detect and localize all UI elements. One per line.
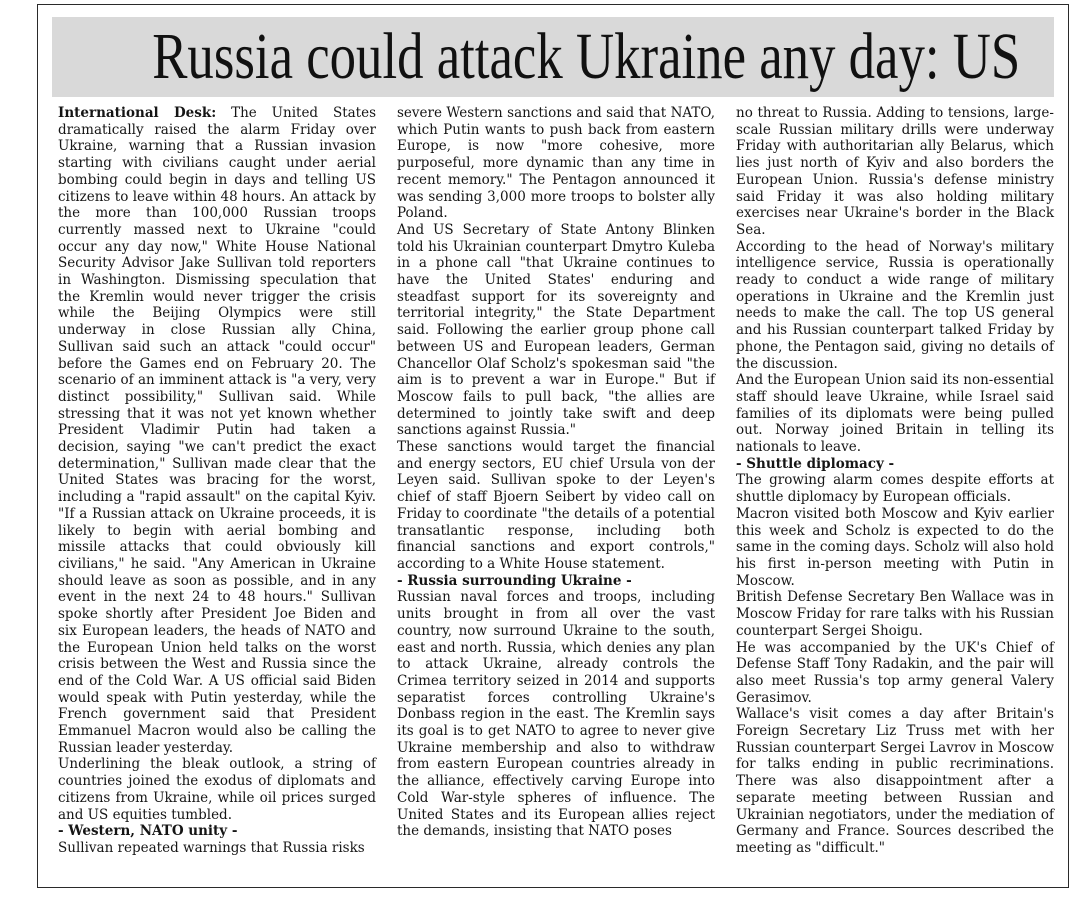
headline-band [52, 17, 1054, 97]
paragraph: Wallace's visit comes a day after Britain's Foreign Secretary Liz Truss met with her Russian counterpart Sergei Lavrov in Moscow for talks ending in public recriminations. There was also disappointment after a separate meeting between Russian and Ukrainian negotiators, under the mediation of Germany and France. Sources described the meeting as "difficult." [736, 706, 1054, 856]
subhead-shuttle-diplomacy: - Shuttle diplomacy - [736, 455, 895, 472]
paragraph: Macron visited both Moscow and Kyiv earlier this week and Scholz is expected to do the same in the coming days. Scholz will also hold his first in-person meeting with Putin in Moscow. [736, 505, 1054, 589]
paragraph: no threat to Russia. Adding to tensions, large-scale Russian military drills were underway Friday with authoritarian ally Belarus, which lies just north of Kyiv and also borders the European Union. Russia's defense ministry said Friday it was also holding military exercises near Ukraine's border in the Black Sea. [736, 105, 1054, 238]
headline: Russia could attack Ukraine any day: US [152, 20, 1021, 93]
paragraph [58, 105, 376, 756]
paragraph: He was accompanied by the UK's Chief of Defense Staff Tony Radakin, and the pair will also meet Russia's top army general Valery Gerasimov. [736, 639, 1054, 706]
paragraph: And US Secretary of State Antony Blinken told his Ukrainian counterpart Dmytro Kuleba in a phone call "that Ukraine continues to have the United States' enduring and steadfast support for its sovereignty and territorial integrity," the State Department said. Following the earlier group phone call between US and European leaders, German Chancellor Olaf Scholz's spokesman said "the aim is to prevent a war in Europe." But if Moscow fails to pull back, "the allies are determined to jointly take swift and deep sanctions against Russia." [397, 221, 715, 439]
article-column-2 [397, 105, 715, 840]
paragraph: British Defense Secretary Ben Wallace was in Moscow Friday for rare talks with his Russian counterpart Sergei Shoigu. [736, 589, 1054, 639]
subhead-russia-surrounding-ukraine: - Russia surrounding Ukraine - [397, 572, 632, 589]
subhead-western-nato-unity: - Western, NATO unity - [58, 823, 238, 840]
paragraph: These sanctions would target the financial and energy sectors, EU chief Ursula von der Leyen said. Sullivan spoke to der Leyen's chief of staff Bjoern Seibert by video call on Friday to coordinate "the details of a potential transatlantic response, including both financial sanctions and export controls," according to a White House statement. [397, 439, 715, 572]
paragraph: Underlining the bleak outlook, a string of countries joined the exodus of diplomats and citizens from Ukraine, while oil prices surged and US equities tumbled. [58, 756, 376, 823]
paragraph: According to the head of Norway's military intelligence service, Russia is operationally ready to conduct a wide range of military operations in Ukraine and the Kremlin just needs to make the call. The top US general and his Russian counterpart talked Friday by phone, the Pentagon said, giving no details of the discussion. [736, 238, 1054, 372]
newspaper-clipping [37, 4, 1069, 888]
paragraph: Russian naval forces and troops, including units brought in from all over the vast country, now surround Ukraine to the south, east and north. Russia, which denies any plan to attack Ukraine, already controls the Crimea territory seized in 2014 and supports separatist forces controlling Ukraine's Donbass region in the east. The Kremlin says its goal is to get NATO to agree to never give Ukraine membership and also to withdraw from eastern European countries already in the alliance, effectively carving Europe into Cold War-style spheres of influence. The United States and its European allies reject the demands, insisting that NATO poses [397, 589, 715, 840]
paragraph: Sullivan repeated warnings that Russia risks [58, 839, 365, 856]
article-column-1 [58, 105, 376, 857]
paragraph: The growing alarm comes despite efforts at shuttle diplomacy by European officials. [736, 472, 1054, 506]
paragraph: severe Western sanctions and said that NATO, which Putin wants to push back from eastern Europe, is now "more cohesive, more purposeful, more dynamic than any time in recent memory." The Pentagon announced it was sending 3,000 more troops to bolster ally Poland. [397, 105, 715, 222]
article-column-3 [736, 105, 1054, 857]
paragraph-text: The United States dramatically raised the alarm Friday over Ukraine, warning that a Russian invasion starting with civilians caught under aerial bombing could begin in days and telling US citizens to leave within 48 hours. An attack by the more than 100,000 Russian troops currently massed next to Ukraine "could occur any day now," White House National Security Advisor Jake Sullivan told reporters in Washington. Dismissing speculation that the Kremlin would never trigger the crisis while the Beijing Olympics were still underway in close Russian ally China, Sullivan said such an attack "could occur" before the Games end on February 20. The scenario of an imminent attack is "a very, very distinct possibility," Sullivan said. While stressing that it was not yet known whether President Vladimir Putin had taken a decision, saying "we can't predict the exact determination," Sullivan made clear that the United States was bracing for the worst, including a "rapid assault" on the capital Kyiv. "If a Russian attack on Ukraine proceeds, it is likely to begin with aerial bombing and missile attacks that could obviously kill civilians," he said. "Any American in Ukraine should leave as soon as possible, and in any event in the next 24 to 48 hours." Sullivan spoke shortly after President Joe Biden and six European leaders, the heads of NATO and the European Union held talks on the worst crisis between the West and Russia since the end of the Cold War. A US official said Biden would speak with Putin yesterday, while the French government said that President Emmanuel Macron would also be calling the Russian leader yesterday. [58, 105, 377, 756]
dateline: International Desk: [58, 105, 217, 121]
paragraph: And the European Union said its non-essential staff should leave Ukraine, while Israel said families of its diplomats were being pulled out. Norway joined Britain in telling its nationals to leave. [736, 372, 1054, 456]
